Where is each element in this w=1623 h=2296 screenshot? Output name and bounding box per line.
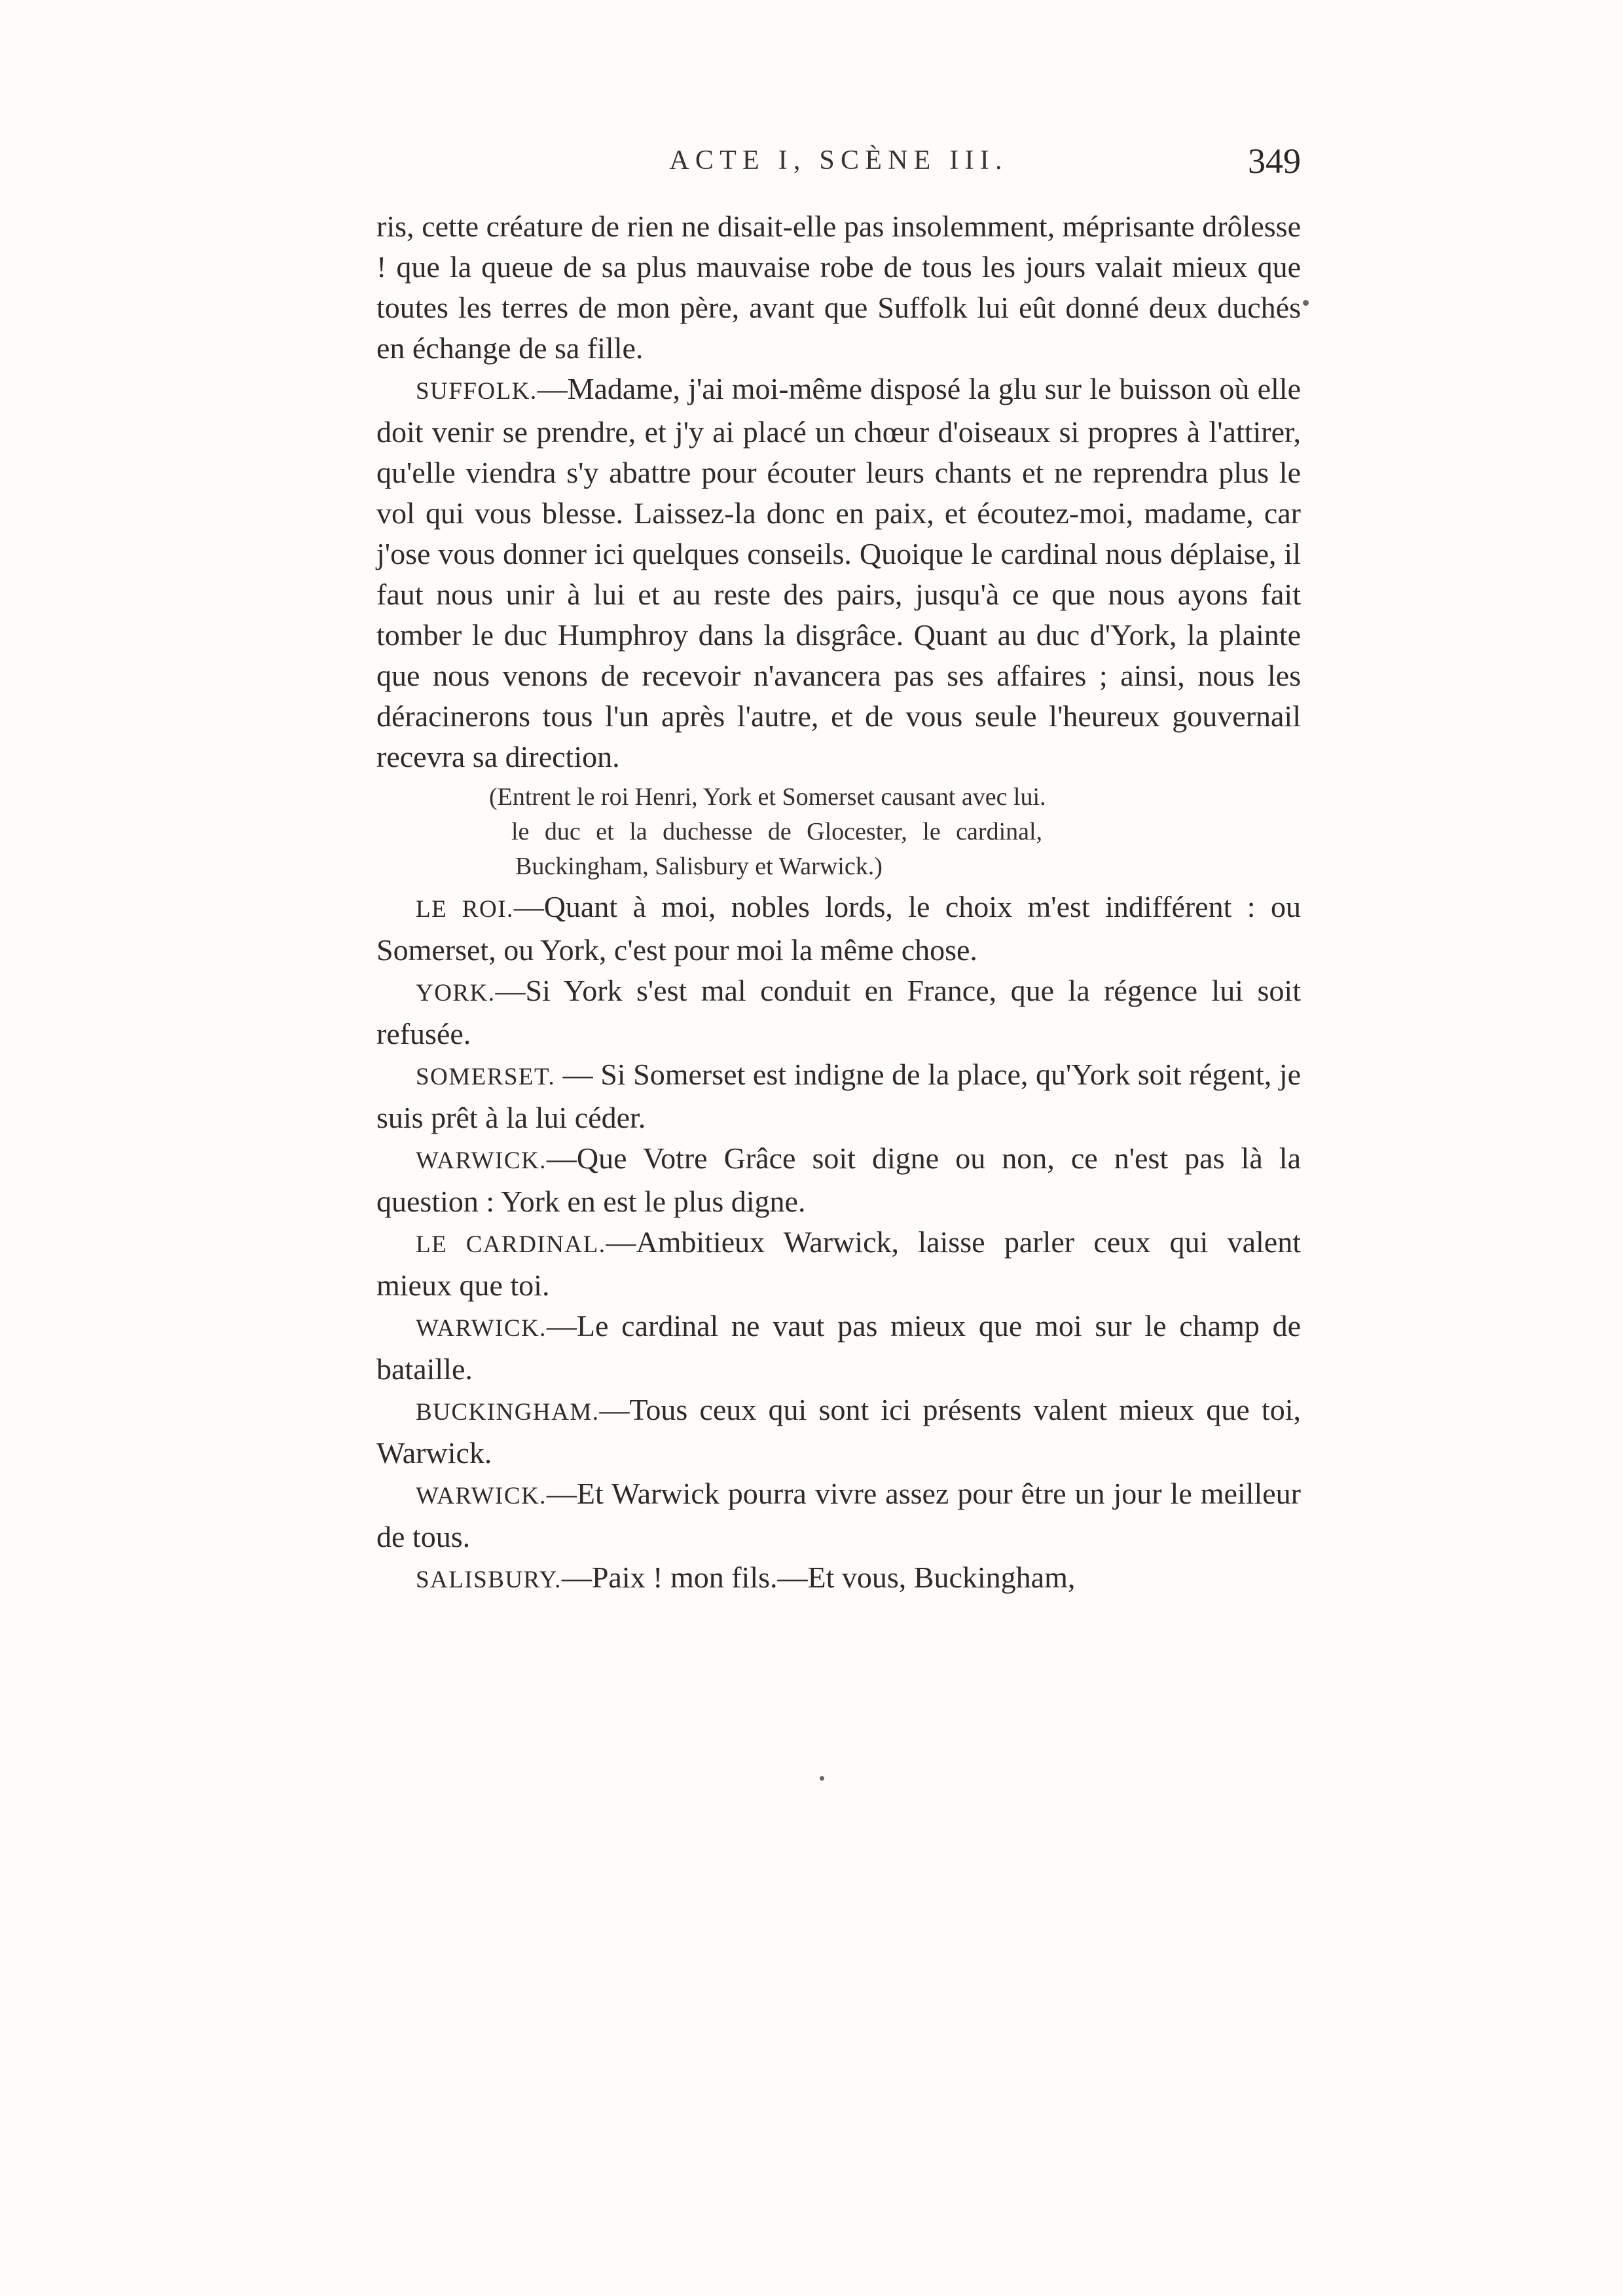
speech-text: —Paix ! mon fils.—Et vous, Buckingham, — [561, 1561, 1076, 1594]
speech-text: —Et Warwick pourra vivre assez pour être un jour le meilleur de tous. — [376, 1477, 1301, 1553]
page-header — [376, 141, 1301, 189]
speech-buckingham — [376, 1390, 1301, 1473]
speech-le-cardinal — [376, 1222, 1301, 1306]
speaker-name: SOMERSET. — [416, 1064, 556, 1090]
speech-text: —Que Votre Grâce soit digne ou non, ce n'est pas là la question : York en est le plus digne. — [376, 1141, 1301, 1218]
speaker-name: YORK. — [416, 980, 496, 1007]
speaker-name: WARWICK. — [416, 1483, 547, 1509]
speaker-name: BUCKINGHAM. — [416, 1399, 600, 1426]
speech-text: —Ambitieux Warwick, laisse parler ceux qui valent mieux que toi. — [376, 1225, 1301, 1302]
scan-artifact — [1303, 300, 1309, 306]
speaker-name: SUFFOLK. — [416, 378, 538, 405]
running-title: ACTE I, SCÈNE III. — [669, 145, 1008, 176]
speaker-name: WARWICK. — [416, 1147, 547, 1174]
stage-direction — [489, 780, 1301, 884]
speech-text: — Si Somerset est indigne de la place, qu'York soit régent, je suis prêt à la lui céder. — [376, 1058, 1301, 1134]
stage-direction-line: Buckingham, Salisbury et Warwick.) — [515, 853, 883, 880]
speech-text: —Tous ceux qui sont ici présents valent mieux que toi, Warwick. — [376, 1393, 1301, 1470]
stage-direction-line: (Entrent le roi Henri, York et Somerset causant avec lui. — [489, 783, 1046, 811]
text-block — [376, 141, 1301, 1601]
speech-york — [376, 971, 1301, 1054]
scan-artifact — [820, 1776, 824, 1781]
stage-direction-line: le duc et la duchesse de Glocester, le cardinal, — [511, 818, 1043, 845]
speech-suffolk — [376, 369, 1301, 777]
body-text — [376, 206, 1301, 1601]
continuation-paragraph: ris, cette créature de rien ne disait-elle pas insolemment, méprisante drôlesse ! que la queue de sa plus mauvaise robe de tous les jours valait mieux que toutes les terres de mon père, avant que Suffolk lui eût donné deux duchés en échange de sa fille. — [376, 210, 1301, 365]
speech-text: —Madame, j'ai moi-même disposé la glu sur le buisson où elle doit venir se prendre, et j'y ai placé un chœur d'oiseaux si propres à l'attirer, qu'elle viendra s'y abattre pour écouter leurs chants et ne reprendra plus le vol qui vous blesse. Laissez-la donc en paix, et écoutez-moi, madame, car j'ose vous donner ici quelques conseils. Quoique le cardinal nous déplaise, il faut nous unir à lui et au reste des pairs, jusqu'à ce que nous ayons fait tomber le duc Humphroy dans la disgrâce. Quant au duc d'York, la plainte que nous venons de recevoir n'avancera pas ses affaires ; ainsi, nous les déracinerons tous l'un après l'autre, et de vous seule l'heureux gouvernail recevra sa direction. — [376, 372, 1301, 773]
page-number: 349 — [1248, 141, 1301, 181]
speech-warwick-2 — [376, 1306, 1301, 1390]
speech-text: —Le cardinal ne vaut pas mieux que moi sur le champ de bataille. — [376, 1309, 1301, 1386]
speech-warwick-1 — [376, 1138, 1301, 1222]
speaker-name: SALISBURY. — [416, 1566, 562, 1593]
speaker-name: LE CARDINAL. — [416, 1231, 606, 1258]
speaker-name: LE ROI. — [416, 896, 514, 923]
speech-text: —Quant à moi, nobles lords, le choix m'est indifférent : ou Somerset, ou York, c'est pour moi la même chose. — [376, 890, 1301, 967]
speech-warwick-3 — [376, 1473, 1301, 1557]
speaker-name: WARWICK. — [416, 1315, 547, 1342]
speech-text: —Si York s'est mal conduit en France, que la régence lui soit refusée. — [376, 974, 1301, 1050]
speech-somerset — [376, 1054, 1301, 1138]
speech-salisbury — [376, 1557, 1301, 1601]
speech-le-roi — [376, 887, 1301, 971]
